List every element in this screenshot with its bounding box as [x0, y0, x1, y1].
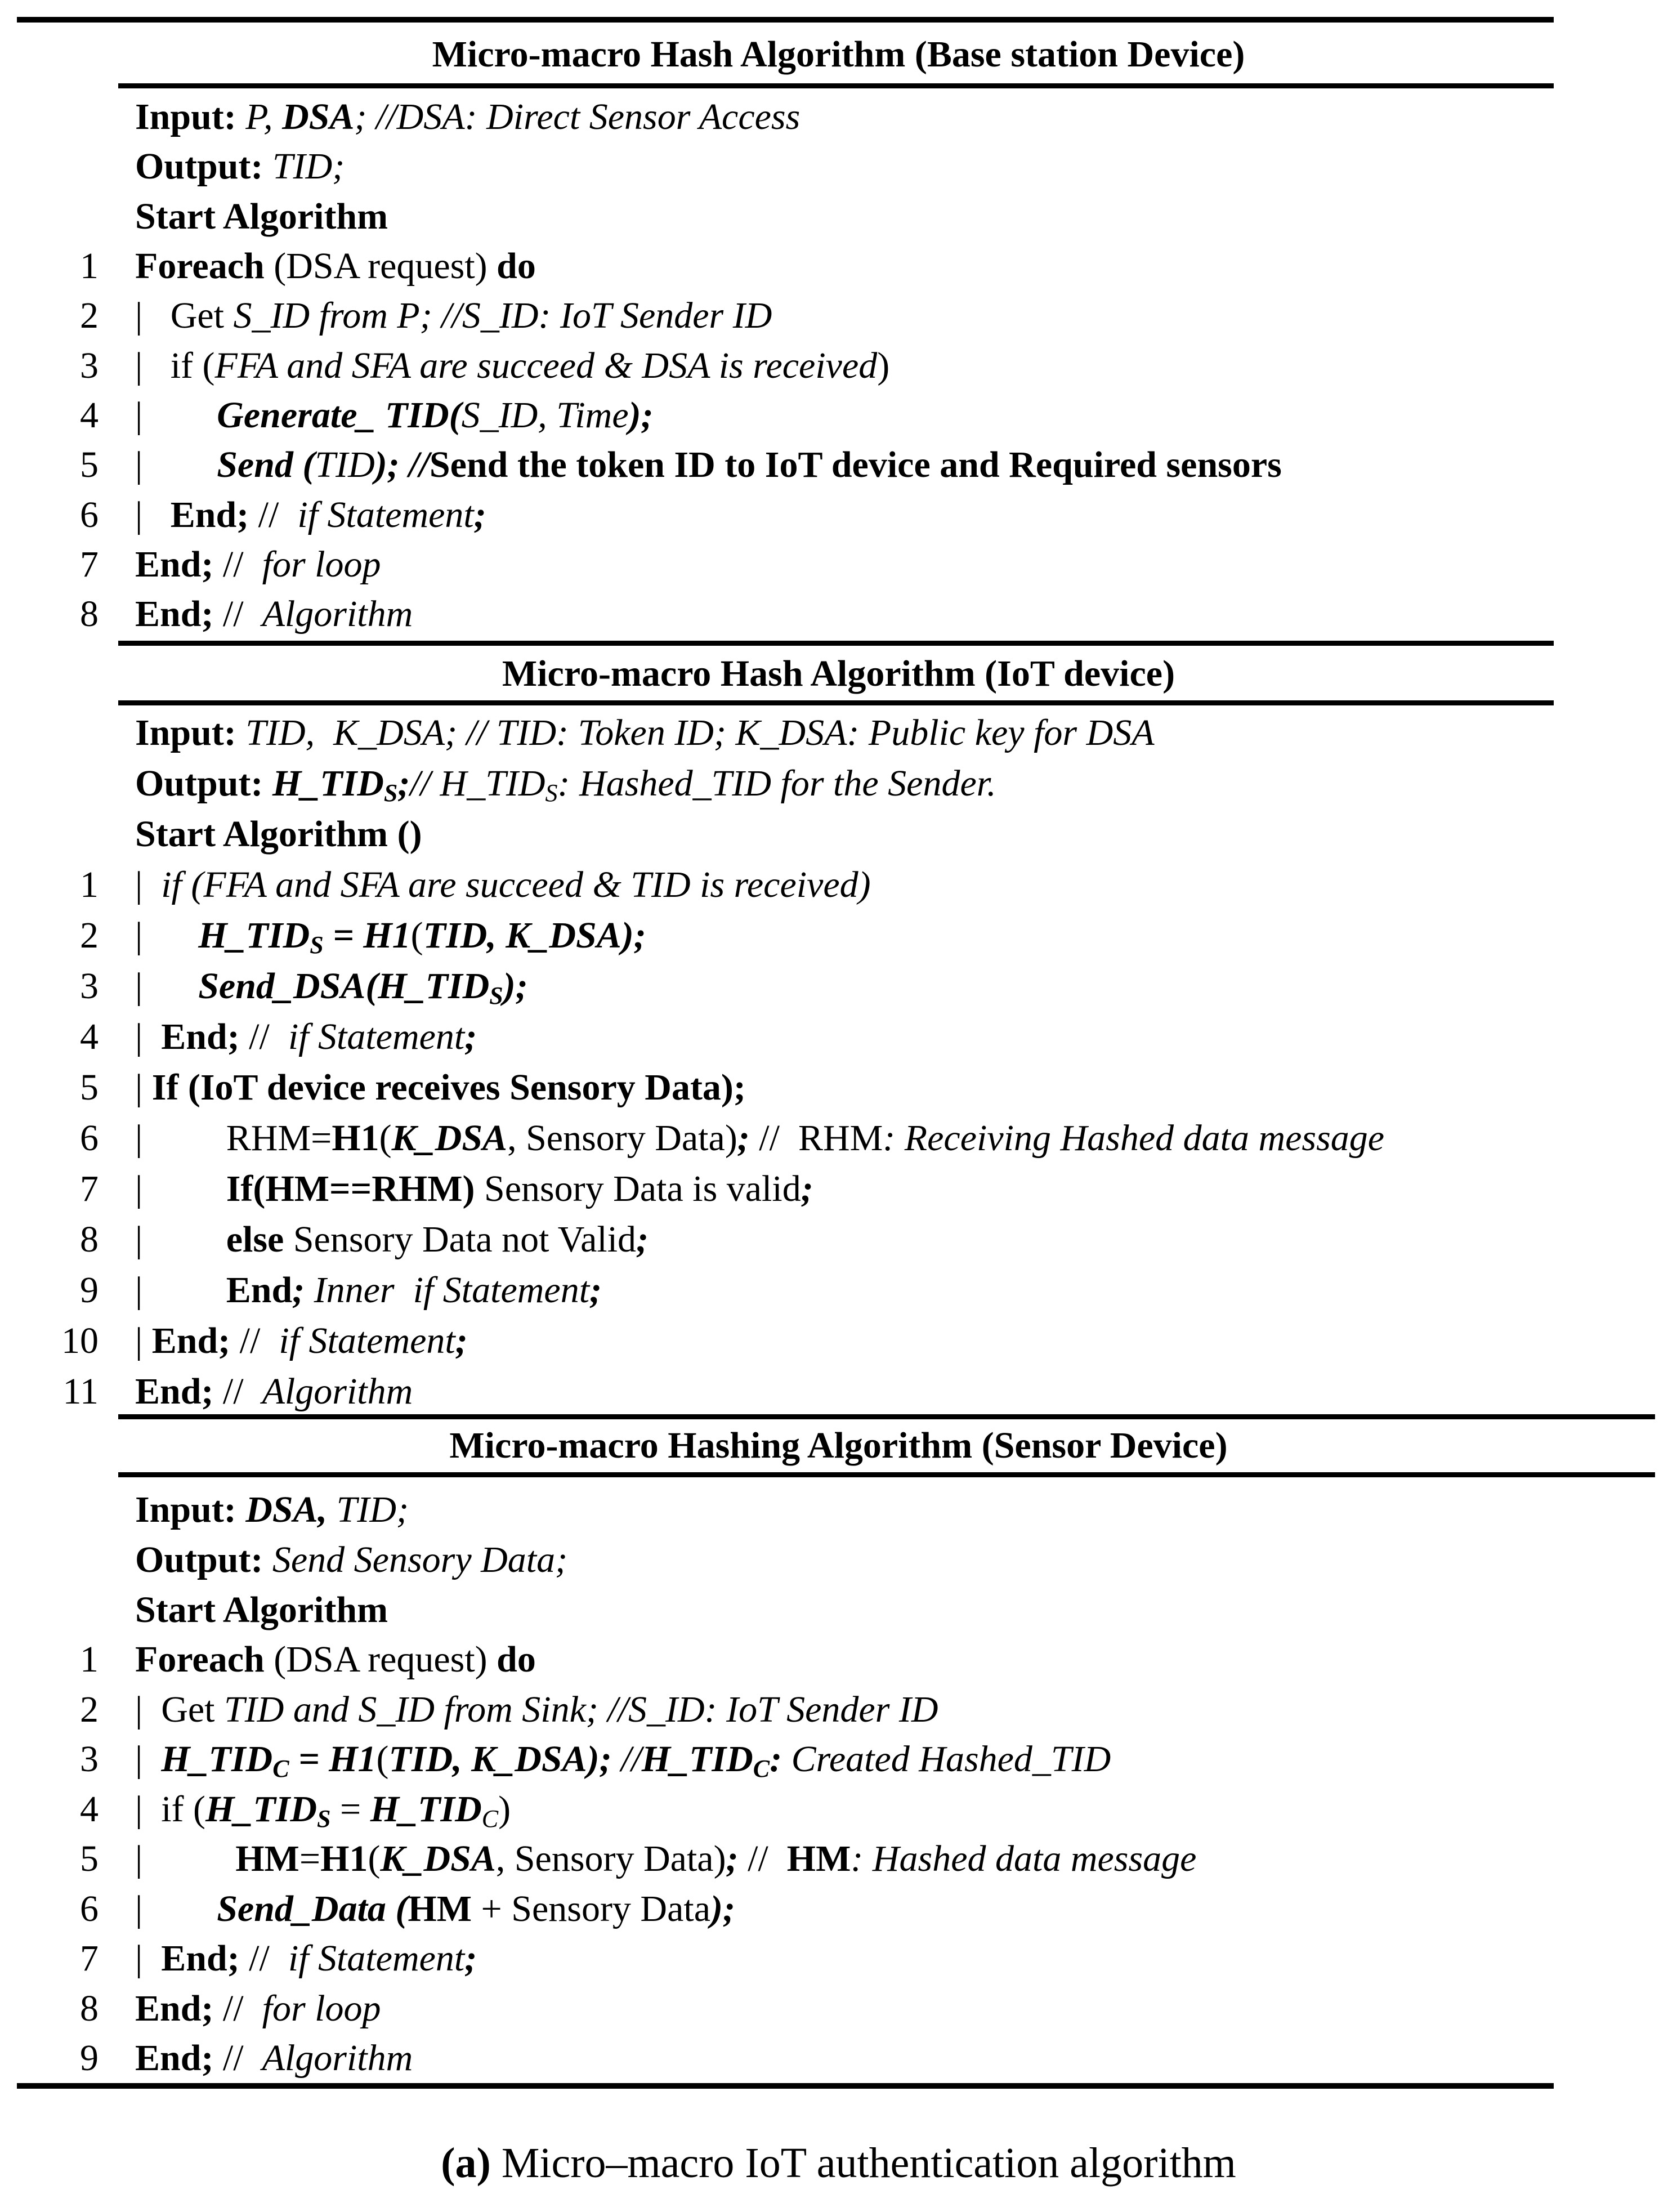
- line-number: 3: [80, 966, 99, 1007]
- line-number: 9: [80, 1270, 99, 1311]
- code-line: End; // for loop: [135, 1988, 381, 2029]
- line-number: 1: [80, 1639, 99, 1680]
- line-number: 3: [80, 1739, 99, 1780]
- title-rule: [118, 83, 1554, 88]
- line-number: 7: [80, 544, 99, 585]
- code-line: | if ($H\_TID_S$ = $H\_TID_C$): [135, 1789, 511, 1833]
- line-number: 1: [80, 245, 99, 287]
- code-line: | Generate_ TID(S_ID, Time);: [135, 395, 654, 436]
- section-rule: [118, 641, 1554, 646]
- output-line: Output: $H\_TID_S;//$ $H\_TID_S$: Hashed_TID for the Sender.: [135, 763, 996, 807]
- code-line: | $H\_TID_C = H1(TID$, K_DSA); $//H\_TID_C$: Created Hashed_TID: [135, 1739, 1111, 1782]
- line-number: 7: [80, 1938, 99, 1979]
- line-number: 4: [80, 395, 99, 436]
- line-number: 10: [61, 1320, 99, 1361]
- section-rule: [118, 1414, 1655, 1419]
- code-line: | Get S_ID from P; //S_ID: IoT Sender ID: [135, 295, 772, 336]
- code-line: Foreach (DSA request) do: [135, 245, 536, 287]
- code-line: End; // Algorithm: [135, 593, 413, 634]
- line-number: 6: [80, 494, 99, 535]
- code-line: | $H\_TID_S = H1(TID$, K_DSA);: [135, 915, 646, 959]
- code-line: End; // for loop: [135, 544, 381, 585]
- line-number: 4: [80, 1789, 99, 1830]
- line-number: 2: [80, 1689, 99, 1730]
- section-title-iot-device: Micro-macro Hash Algorithm (IoT device): [502, 653, 1175, 694]
- code-line: | If (IoT device receives Sensory Data);: [135, 1067, 746, 1108]
- section-title-base-station: Micro-macro Hash Algorithm (Base station Device): [432, 34, 1245, 75]
- code-line: | $Send\_DSA(H\_TID_S)$;: [135, 966, 528, 1009]
- code-line: End; // Algorithm: [135, 2037, 413, 2079]
- code-line: | End; // if Statement;: [135, 1016, 477, 1057]
- line-number: 2: [80, 915, 99, 956]
- code-line: | End; Inner if Statement;: [135, 1270, 602, 1311]
- title-rule: [118, 1472, 1655, 1477]
- line-number: 3: [80, 345, 99, 386]
- line-number: 8: [80, 1219, 99, 1260]
- line-number: 8: [80, 593, 99, 634]
- code-line: | HM=H1(K_DSA, Sensory Data); // HM: Hashed data message: [135, 1838, 1197, 1879]
- line-number: 1: [80, 864, 99, 905]
- line-number: 8: [80, 1988, 99, 2029]
- line-number: 5: [80, 444, 99, 485]
- line-number: 2: [80, 295, 99, 336]
- output-line: Output: TID;: [135, 146, 345, 187]
- code-line: | if (FFA and SFA are succeed & DSA is received): [135, 345, 890, 386]
- code-line: | End; // if Statement;: [135, 494, 486, 535]
- line-number: 5: [80, 1838, 99, 1879]
- start-algorithm-label: Start Algorithm (): [135, 814, 422, 855]
- code-line: | else Sensory Data not Valid;: [135, 1219, 649, 1260]
- code-line: Foreach (DSA request) do: [135, 1639, 536, 1680]
- code-line: | Send (TID); //Send the token ID to IoT device and Required sensors: [135, 444, 1282, 485]
- code-line: End; // Algorithm: [135, 1371, 413, 1412]
- code-line: | Get TID and S_ID from Sink; //S_ID: IoT Sender ID: [135, 1689, 938, 1730]
- code-line: | if (FFA and SFA are succeed & TID is received): [135, 864, 871, 905]
- line-number: 6: [80, 1118, 99, 1159]
- start-algorithm-label: Start Algorithm: [135, 196, 388, 237]
- input-line: Input: TID, K_DSA; // TID: Token ID; K_DSA: Public key for DSA: [135, 712, 1155, 753]
- output-line: Output: Send Sensory Data;: [135, 1539, 568, 1580]
- code-line: | RHM=H1(K_DSA, Sensory Data); // RHM: Receiving Hashed data message: [135, 1118, 1385, 1159]
- code-line: | End; // if Statement;: [135, 1938, 477, 1979]
- line-number: 6: [80, 1888, 99, 1929]
- section-title-sensor-device: Micro-macro Hashing Algorithm (Sensor Device): [449, 1425, 1228, 1466]
- line-number: 5: [80, 1067, 99, 1108]
- line-number: 4: [80, 1016, 99, 1057]
- input-line: Input: P, DSA; //DSA: Direct Sensor Access: [135, 96, 801, 137]
- top-rule: [17, 17, 1554, 23]
- code-line: | End; // if Statement;: [135, 1320, 468, 1361]
- line-number: 7: [80, 1168, 99, 1209]
- bottom-rule: [17, 2083, 1554, 2089]
- figure-caption: (a) Micro–macro IoT authentication algorithm: [441, 2139, 1236, 2187]
- title-rule: [118, 700, 1554, 705]
- code-line: | If(HM==RHM) Sensory Data is valid;: [135, 1168, 813, 1209]
- start-algorithm-label: Start Algorithm: [135, 1589, 388, 1630]
- input-line: Input: DSA, TID;: [135, 1489, 409, 1530]
- line-number: 11: [62, 1371, 99, 1412]
- line-number: 9: [80, 2037, 99, 2079]
- code-line: | Send_Data (HM + Sensory Data);: [135, 1888, 735, 1929]
